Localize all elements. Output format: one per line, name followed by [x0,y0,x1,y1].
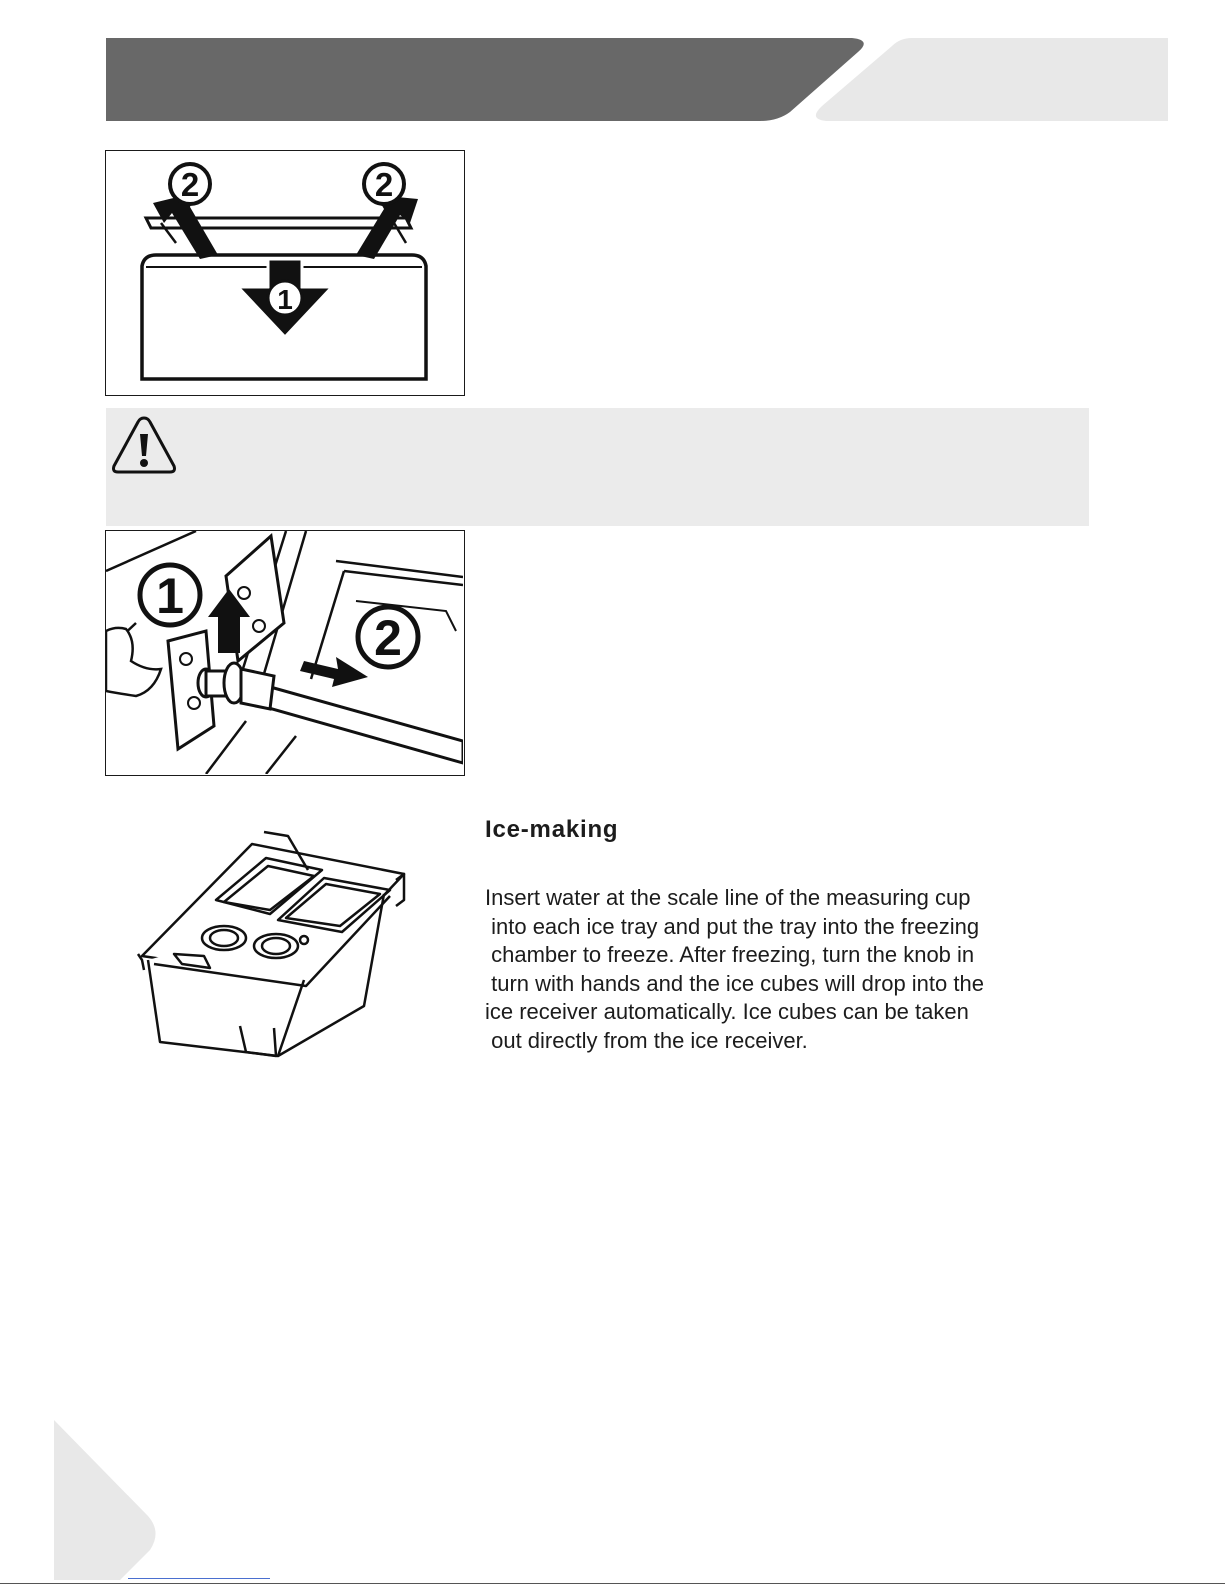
paragraph-line: out directly from the ice receiver. [485,1027,808,1053]
ice-tray-illustration [128,830,418,1070]
paragraph-line: into each ice tray and put the tray into the freezing [485,913,980,939]
step-badge-1 [268,281,302,315]
lid-removal-figure [105,150,465,396]
svg-text:2: 2 [374,166,394,203]
paragraph-line: Insert water at the scale line of the measuring cup [485,885,971,910]
header-dark-band [106,38,864,121]
bottom-rule [0,1583,1225,1584]
arrow-right [300,657,368,687]
pipe-disconnect-figure [105,530,465,776]
section-title: Ice-making [485,816,619,843]
svg-text:2: 2 [374,610,402,666]
svg-text:1: 1 [277,284,293,315]
warning-band [106,408,1089,526]
step-badge-1 [140,565,200,625]
step-badge-2-right [364,164,404,204]
paragraph-line: ice receiver automatically. Ice cubes can be taken [485,999,969,1024]
header-light-tab [816,38,1168,121]
instruction-paragraph [485,884,1105,1055]
warning-triangle-icon [110,412,178,476]
step-badge-2 [358,607,418,667]
paragraph-line: turn with hands and the ice cubes will drop into the [485,970,984,996]
header-banner [0,0,1225,130]
footer-link-underline [128,1578,270,1579]
page-corner-tab [0,1420,170,1585]
step-badge-2-left [170,164,210,204]
svg-text:1: 1 [156,568,184,624]
paragraph-line: chamber to freeze. After freezing, turn the knob in [485,942,975,967]
svg-text:2: 2 [180,166,200,203]
